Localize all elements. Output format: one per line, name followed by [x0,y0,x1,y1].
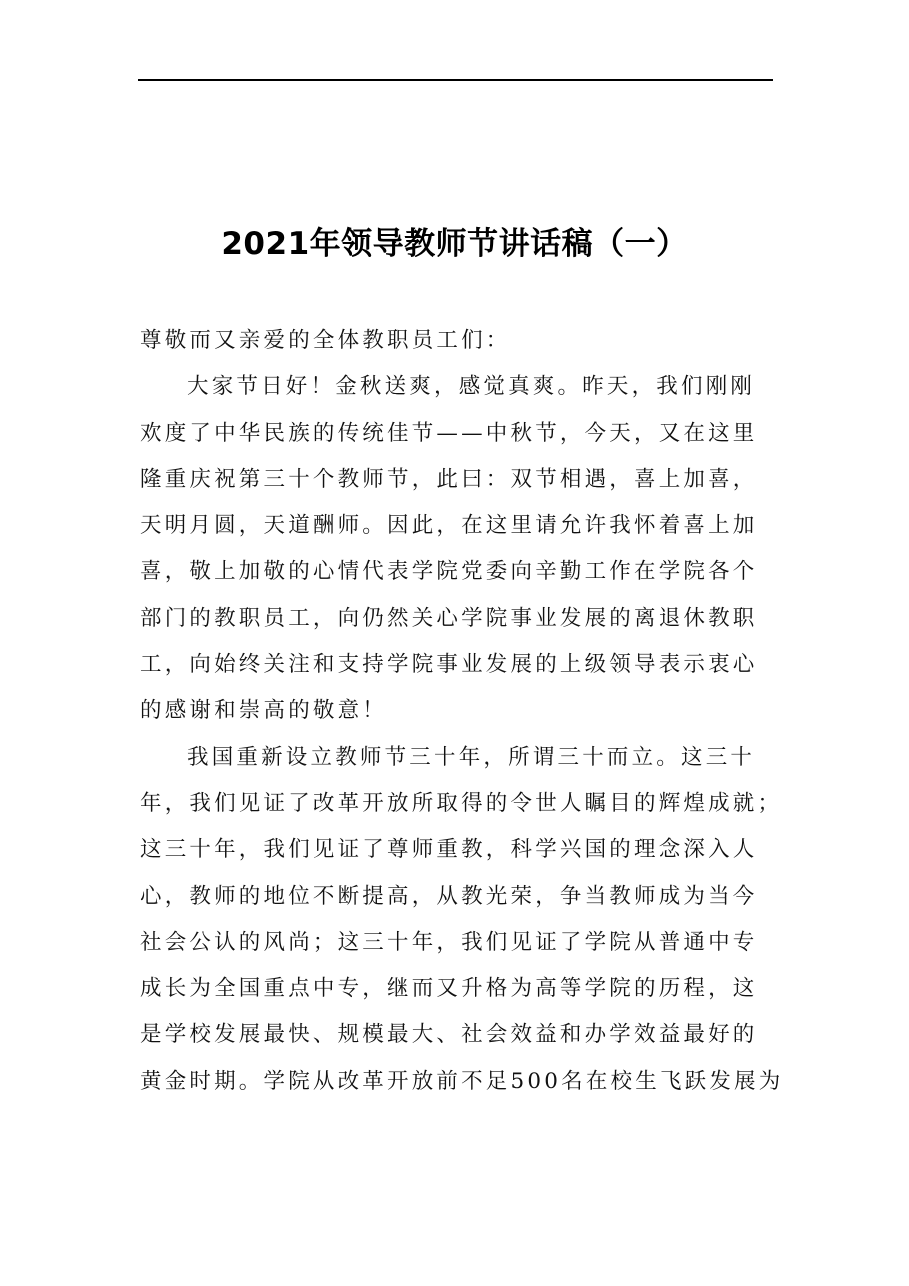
body-line: 是学校发展最快、规模最大、社会效益和办学效益最好的 [140,1022,758,1048]
body-line: 欢度了中华民族的传统佳节——中秋节，今天，又在这里 [140,420,758,446]
body-line: 尊敬而又亲爱的全体教职员工们： [140,328,511,353]
header-rule [138,79,773,81]
body-line: 的感谢和崇高的敬意！ [140,698,388,724]
body-line: 这三十年，我们见证了尊师重教，科学兴国的理念深入人 [140,837,758,863]
body-line: 隆重庆祝第三十个教师节，此曰：双节相遇，喜上加喜， [140,466,758,492]
body-line: 工，向始终关注和支持学院事业发展的上级领导表示衷心 [140,652,758,678]
body-line: 年，我们见证了改革开放所取得的令世人瞩目的辉煌成就； [140,790,783,816]
body-line: 黄金时期。学院从改革开放前不足500名在校生飞跃发展为 [140,1068,784,1094]
document-body [140,318,784,1105]
body-line: 喜，敬上加敬的心情代表学院党委向辛勤工作在学院各个 [140,559,758,585]
body-line: 部门的教职员工，向仍然关心学院事业发展的离退休教职 [140,605,758,631]
body-line: 社会公认的风尚；这三十年，我们见证了学院从普通中专 [140,929,758,955]
body-line: 成长为全国重点中专，继而又升格为高等学院的历程，这 [140,976,758,1002]
body-line: 大家节日好！金秋送爽，感觉真爽。昨天，我们刚刚 [187,374,756,400]
body-line: 心，教师的地位不断提高，从教光荣，争当教师成为当今 [140,883,758,909]
body-line: 我国重新设立教师节三十年，所谓三十而立。这三十 [187,744,756,770]
body-line: 天明月圆，天道酬师。因此，在这里请允许我怀着喜上加 [140,513,758,539]
document-title: 2021年领导教师节讲话稿（一） [221,226,688,262]
